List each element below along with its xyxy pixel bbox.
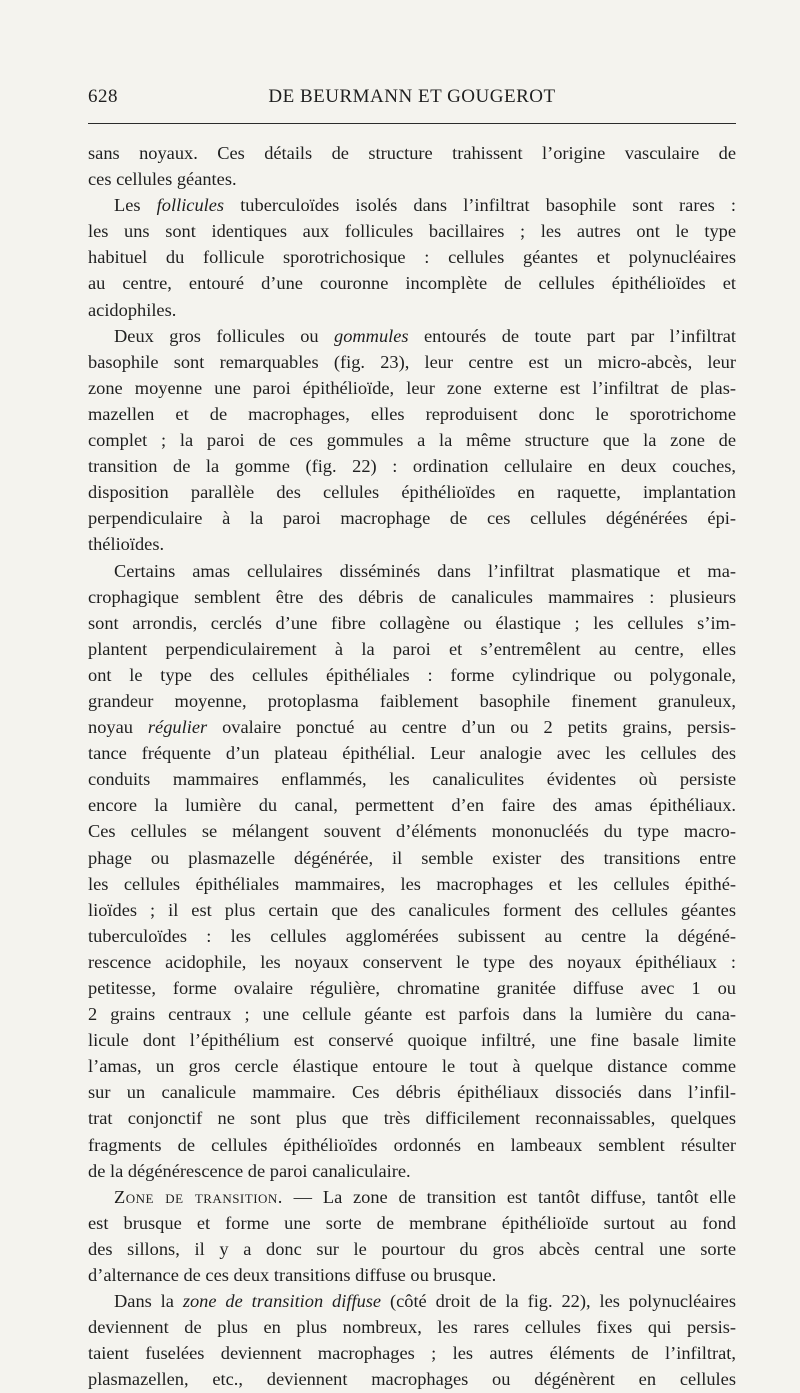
line-text: plantent perpendiculairement à la paroi et s’entremêlent au centre, elles	[88, 638, 736, 659]
line-text: Deux gros follicules ou	[114, 325, 335, 346]
line-text: de la dégénérescence de paroi canaliculaire.	[88, 1160, 411, 1181]
line-text: petitesse, forme ovalaire régulière, chromatine granitée diffuse avec 1 ou	[88, 978, 736, 998]
line-text: (côté droit de la fig. 22), les polynucléaires	[381, 1291, 736, 1312]
text-line	[88, 740, 736, 766]
text-line	[88, 845, 736, 871]
text-line	[88, 323, 736, 349]
section-heading: Zone de transition.	[114, 1186, 283, 1207]
text-line	[88, 166, 736, 192]
line-text: tance fréquente d’un plateau épithélial. Leur analogie avec les cellules des	[88, 743, 736, 764]
running-head	[88, 86, 736, 112]
line-text: zone moyenne une paroi épithélioïde, leur zone externe est l’infiltrat de plas-	[88, 377, 736, 398]
line-text: lioïdes ; il est plus certain que des canalicules forment des cellules géantes	[88, 899, 736, 920]
text-line	[88, 1366, 736, 1392]
line-text: conduits mammaires enflammés, les canaliculites évidentes où persiste	[88, 769, 736, 790]
text-line	[88, 636, 736, 662]
line-text: habituel du follicule sporotrichosique : cellules géantes et polynucléaires	[88, 247, 736, 268]
line-text: sans noyaux. Ces détails de structure trahissent l’origine vasculaire de	[88, 143, 736, 163]
text-line	[88, 297, 736, 323]
text-line	[88, 766, 736, 792]
text-line	[88, 531, 736, 557]
text-line	[88, 688, 736, 714]
line-text: — La zone de transition est tantôt diffuse, tantôt elle	[282, 1186, 736, 1207]
line-text: disposition parallèle des cellules épithélioïdes en raquette, implantation	[88, 482, 736, 503]
line-text: sur un canalicule mammaire. Ces débris épithéliaux dissociés dans l’infil-	[88, 1082, 736, 1103]
text-line	[88, 975, 736, 1001]
text-line	[88, 558, 736, 584]
text-line	[88, 662, 736, 688]
text-line	[88, 427, 736, 453]
text-line	[88, 1105, 736, 1131]
header-rule	[88, 123, 736, 124]
italic-term: follicules	[156, 195, 225, 216]
line-text: est brusque et forme une sorte de membrane épithélioïde surtout au fond	[88, 1212, 736, 1233]
line-text: basophile sont remarquables (fig. 23), leur centre est un micro-abcès, leur	[88, 351, 736, 372]
text-line	[88, 1236, 736, 1262]
text-line	[88, 871, 736, 897]
text-line	[88, 1053, 736, 1079]
text-line	[88, 1079, 736, 1105]
line-text: entourés de toute part par l’infiltrat	[408, 325, 736, 346]
line-text: d’alternance de ces deux transitions diffuse ou brusque.	[88, 1265, 497, 1286]
text-line	[88, 1288, 736, 1314]
text-line	[88, 792, 736, 818]
text-line	[88, 270, 736, 296]
text-line	[88, 714, 736, 740]
line-text: crophagique semblent être des débris de canalicules mammaires : plusieurs	[88, 586, 736, 607]
text-line	[88, 479, 736, 505]
line-text: acidophiles.	[88, 299, 177, 320]
text-line	[88, 923, 736, 949]
text-line	[88, 1158, 736, 1184]
text-line	[88, 192, 736, 218]
line-text: des sillons, il y a donc sur le pourtour du gros abcès central une sorte	[88, 1238, 736, 1259]
text-line	[88, 453, 736, 479]
text-line	[88, 244, 736, 270]
line-text: ces cellules géantes.	[88, 169, 237, 190]
line-text: Dans la	[114, 1291, 183, 1312]
line-text: ont le type des cellules épithéliales : forme cylindrique ou polygonale,	[88, 664, 736, 685]
line-text: transition de la gomme (fig. 22) : ordination cellulaire en deux couches,	[88, 456, 736, 477]
line-text: l’amas, un gros cercle élastique entoure le tout à quelque distance comme	[88, 1056, 736, 1077]
line-text: licule dont l’épithélium est conservé quoique infiltré, une fine basale limite	[88, 1030, 736, 1051]
page-number: 628	[88, 86, 118, 107]
text-line	[88, 1001, 736, 1027]
line-text: grandeur moyenne, protoplasma faiblement basophile finement granuleux,	[88, 690, 736, 711]
text-line	[88, 349, 736, 375]
line-text: mazellen et de macrophages, elles reproduisent donc le sporotrichome	[88, 403, 736, 424]
line-text: perpendiculaire à la paroi macrophage de ces cellules dégénérées épi-	[88, 508, 736, 529]
italic-term: zone de transition diffuse	[182, 1291, 382, 1312]
text-line	[88, 1027, 736, 1053]
line-text: tuberculoïdes : les cellules agglomérées subissent au centre la dégéné-	[88, 925, 736, 946]
text-line	[88, 1314, 736, 1340]
line-text: fragments de cellules épithélioïdes ordonnés en lambeaux semblent résulter	[88, 1134, 736, 1155]
line-text: deviennent de plus en plus nombreux, les rares cellules fixes qui persis-	[88, 1317, 736, 1338]
text-line	[88, 584, 736, 610]
italic-term: régulier	[147, 717, 208, 738]
line-text: Ces cellules se mélangent souvent d’éléments mononucléés du type macro-	[88, 821, 736, 842]
line-text: taient fuselées deviennent macrophages ; les autres éléments de l’infiltrat,	[88, 1343, 736, 1364]
line-text: plasmazellen, etc., deviennent macrophages ou dégénèrent en cellules	[88, 1369, 736, 1390]
text-line	[88, 218, 736, 244]
italic-term: gommules	[334, 325, 409, 346]
line-text: Les	[114, 195, 157, 216]
text-line	[88, 375, 736, 401]
line-text: tuberculoïdes isolés dans l’infiltrat basophile sont rares :	[224, 195, 736, 216]
text-line	[88, 1210, 736, 1236]
text-line	[88, 1262, 736, 1288]
line-text: encore la lumière du canal, permettent d’en faire des amas épithéliaux.	[88, 795, 736, 816]
text-line	[88, 818, 736, 844]
line-text: phage ou plasmazelle dégénérée, il semble exister des transitions entre	[88, 847, 736, 868]
line-text: au centre, entouré d’une couronne incomplète de cellules épithélioïdes et	[88, 273, 736, 294]
line-text: Certains amas cellulaires disséminés dans l’infiltrat plasmatique et ma-	[114, 560, 736, 581]
line-text: rescence acidophile, les noyaux conservent le type des noyaux épithéliaux :	[88, 951, 736, 972]
text-line	[88, 401, 736, 427]
line-text: 2 grains centraux ; une cellule géante est parfois dans la lumière du cana-	[88, 1004, 736, 1025]
text-line	[88, 505, 736, 531]
line-text: trat conjonctif ne sont plus que très difficilement reconnaissables, quelques	[88, 1108, 736, 1129]
text-line	[88, 1340, 736, 1366]
text-line	[88, 1132, 736, 1158]
line-text: ovalaire ponctué au centre d’un ou 2 petits grains, persis-	[207, 717, 736, 738]
body-text	[88, 140, 736, 1393]
line-text: noyau	[88, 717, 148, 738]
line-text: les cellules épithéliales mammaires, les macrophages et les cellules épithé-	[88, 873, 736, 894]
text-line	[88, 1184, 736, 1210]
line-text: thélioïdes.	[88, 534, 165, 555]
line-text: complet ; la paroi de ces gommules a la même structure que la zone de	[88, 430, 736, 451]
running-title: DE BEURMANN ET GOUGEROT	[268, 86, 556, 107]
text-line	[88, 610, 736, 636]
line-text: les uns sont identiques aux follicules bacillaires ; les autres ont le type	[88, 221, 736, 242]
line-text: sont arrondis, cerclés d’une fibre collagène ou élastique ; les cellules s’im-	[88, 612, 736, 633]
text-line	[88, 140, 736, 166]
text-line	[88, 949, 736, 975]
text-line	[88, 897, 736, 923]
